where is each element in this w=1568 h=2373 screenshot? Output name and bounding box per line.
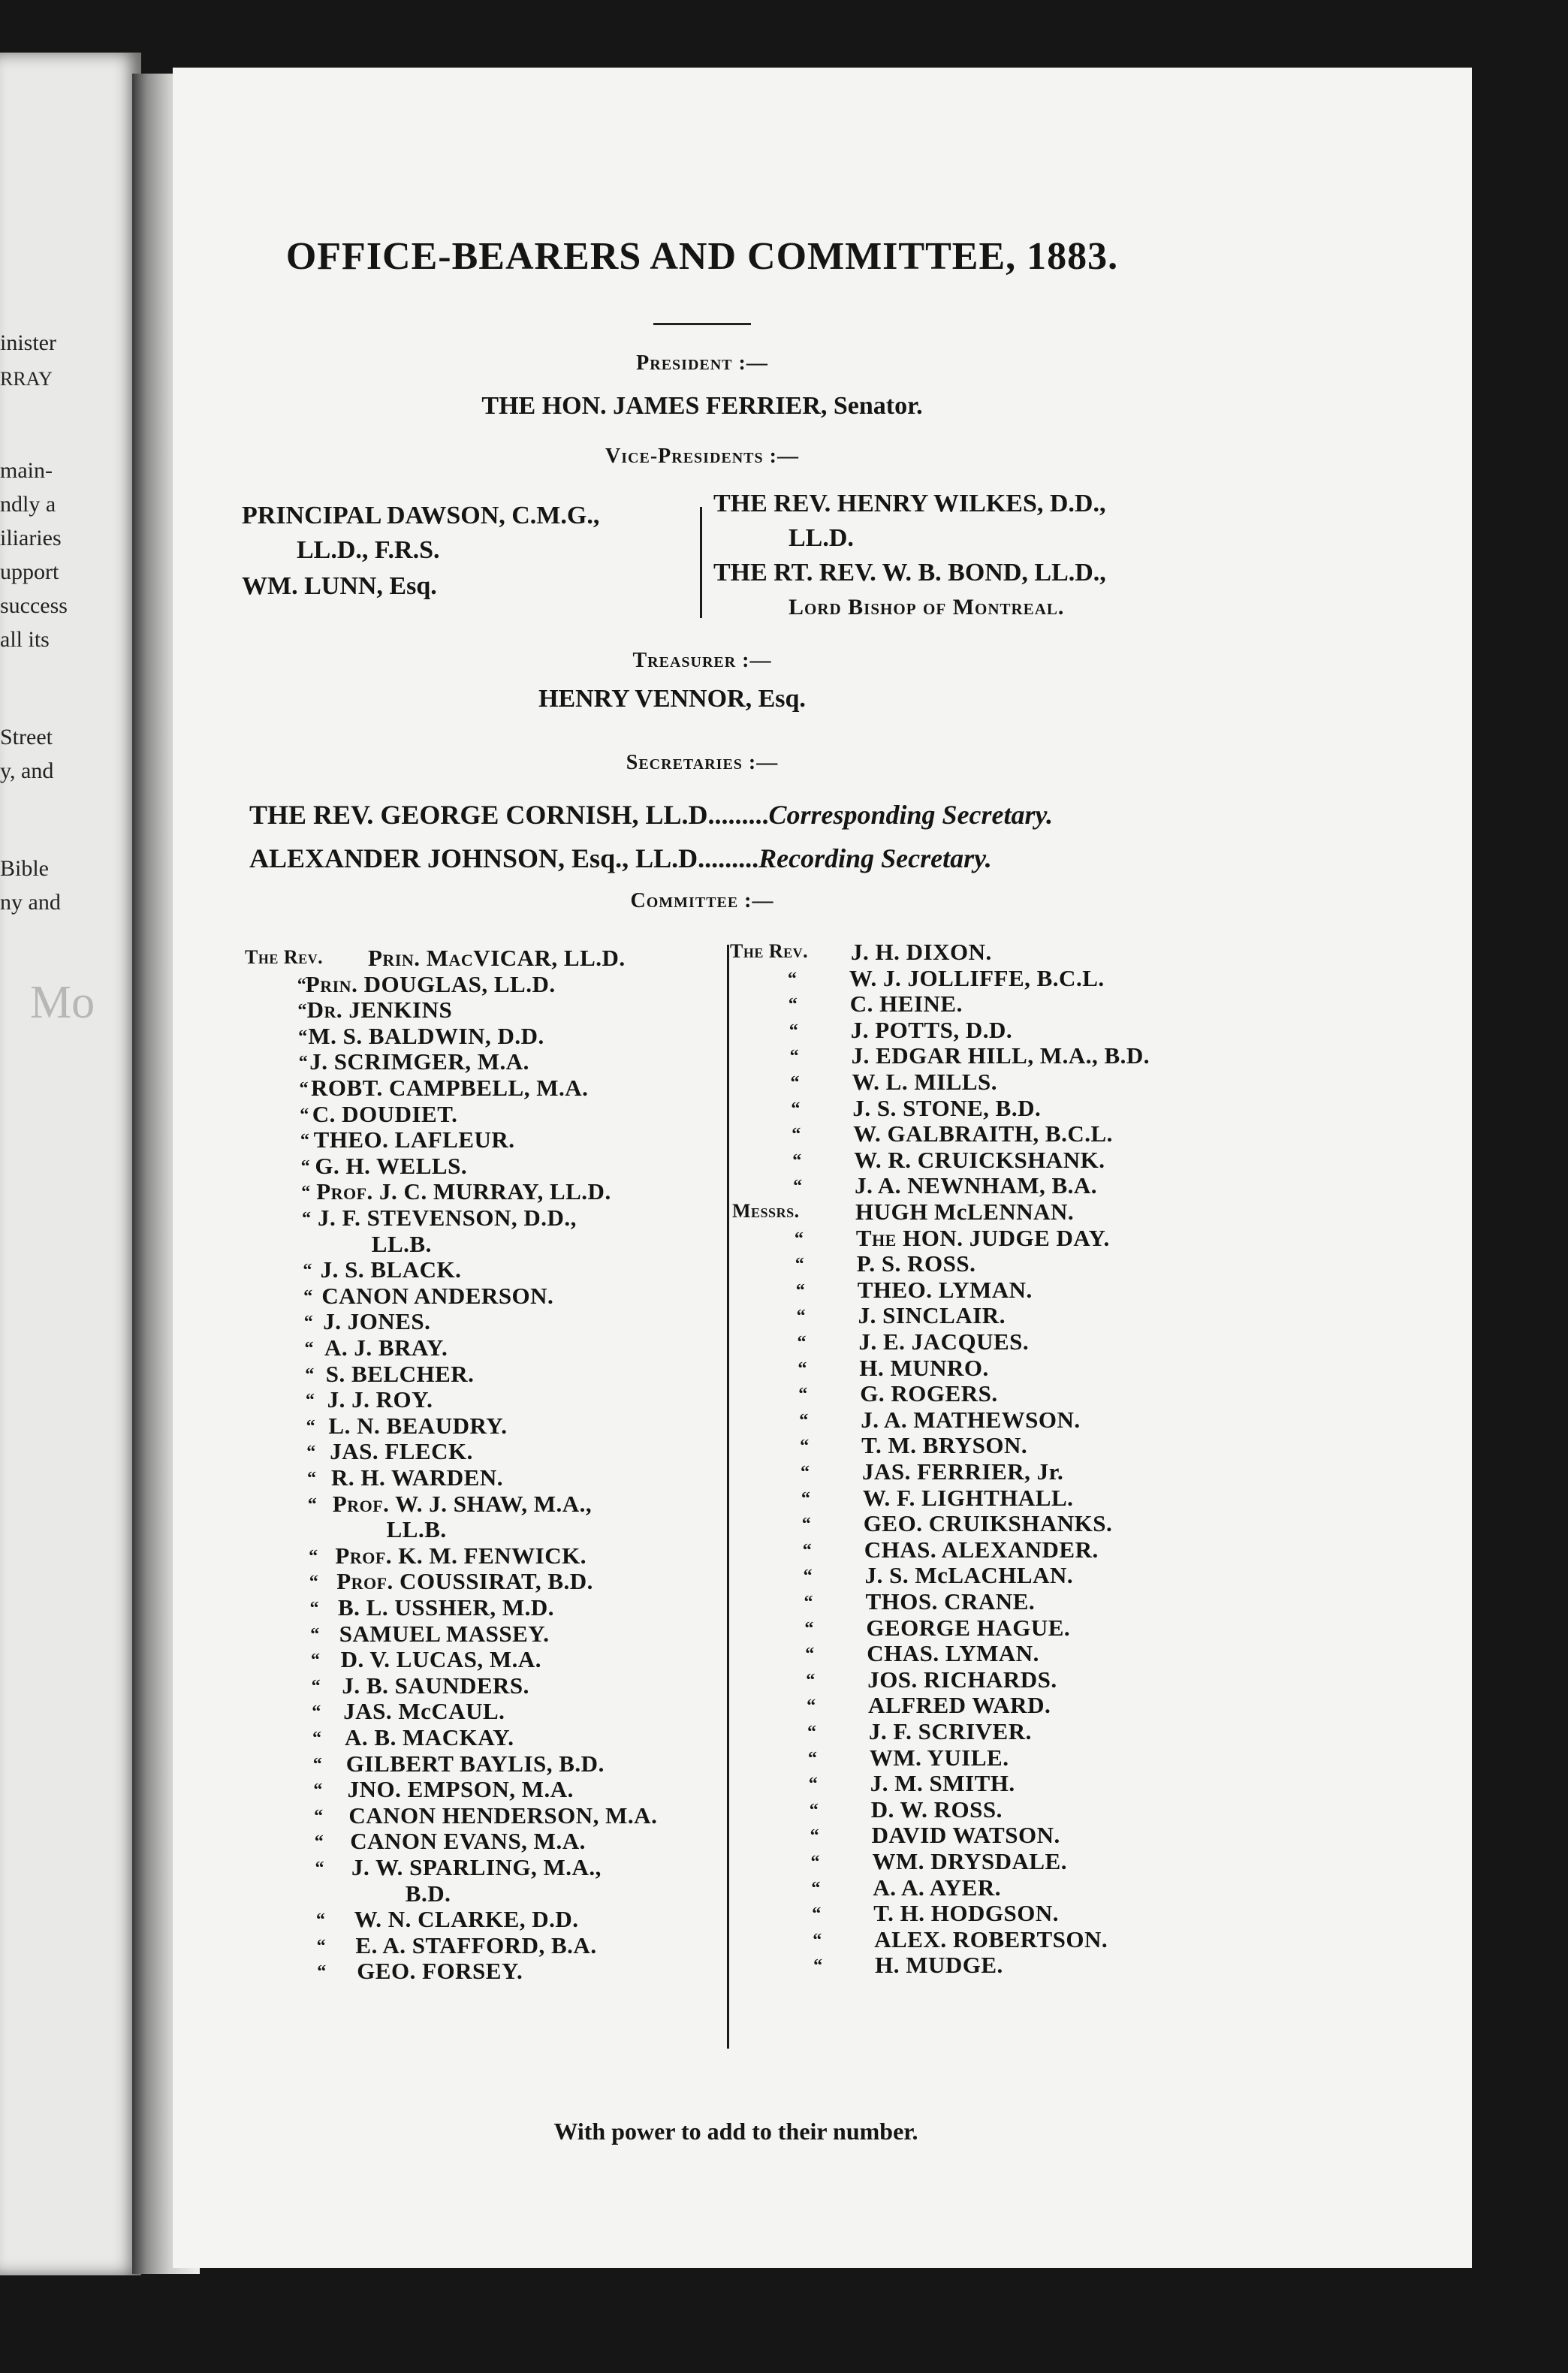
ditto-mark: “ [801, 1463, 810, 1482]
committee-member: D. W. ROSS. [870, 1796, 1003, 1823]
committee-member: J. B. SAUNDERS. [342, 1672, 529, 1699]
ditto-mark: “ [306, 1443, 316, 1463]
committee-member: GILBERT BAYLIS, B.D. [345, 1750, 605, 1777]
ditto-mark: “ [303, 1286, 313, 1307]
committee-member: Prin. MacVICAR, LL.D. [368, 945, 626, 971]
leader-dots: ........ [704, 843, 759, 873]
ditto-mark: “ [310, 1651, 320, 1671]
left-page-line: success [0, 593, 68, 618]
committee-member: W. GALBRAITH, B.C.L. [853, 1120, 1113, 1147]
committee-member: W. R. CRUICKSHANK. [854, 1146, 1105, 1173]
ditto-mark: “ [802, 1540, 812, 1560]
left-page-line: all its [0, 627, 50, 652]
ditto-mark: “ [810, 1826, 819, 1847]
ditto-mark: “ [303, 1313, 313, 1333]
ditto-mark: “ [310, 1624, 320, 1645]
vice-president-right-line: LL.D. [789, 524, 854, 552]
committee-member: HUGH McLENNAN. [855, 1199, 1075, 1225]
ditto-mark: “ [299, 1079, 309, 1099]
ditto-mark: “ [789, 1021, 798, 1041]
committee-member: JAS. FLECK. [330, 1438, 473, 1465]
page-title: OFFICE-BEARERS AND COMMITTEE, 1883. [285, 235, 1119, 278]
vice-presidents-divider [700, 507, 702, 618]
committee-member: CHAS. ALEXANDER. [864, 1536, 1099, 1563]
committee-member: B.D. [405, 1880, 451, 1907]
committee-member: J. SINCLAIR. [858, 1302, 1006, 1329]
ditto-mark: “ [300, 1131, 309, 1151]
committee-heading: Committee :— [630, 889, 774, 912]
committee-divider [727, 945, 729, 2049]
left-page-line: RRAY [0, 368, 53, 390]
ditto-mark: “ [312, 1754, 322, 1774]
committee-member: ALFRED WARD. [868, 1692, 1051, 1719]
committee-member: J. W. SPARLING, M.A., [351, 1854, 602, 1880]
committee-member: J. S. STONE, B.D. [852, 1094, 1042, 1121]
secretaries-heading: Secretaries :— [626, 751, 779, 774]
ditto-mark: “ [303, 1261, 312, 1281]
committee-member: H. MUDGE. [875, 1952, 1003, 1979]
committee-member: Prof. COUSSIRAT, B.D. [336, 1568, 593, 1595]
left-page-line: inister [0, 330, 56, 355]
ditto-mark: “ [805, 1645, 815, 1665]
ditto-mark: “ [315, 1859, 324, 1878]
ditto-mark: “ [812, 1904, 822, 1925]
ditto-mark: “ [795, 1255, 804, 1275]
committee-member: CANON HENDERSON, M.A. [348, 1802, 658, 1829]
secretary-role: Corresponding Secretary. [768, 800, 1054, 830]
ditto-mark: “ [298, 1027, 308, 1047]
ditto-mark: “ [313, 1781, 323, 1801]
ditto-mark: “ [792, 1150, 802, 1171]
committee-member: Prof. W. J. SHAW, M.A., [332, 1490, 593, 1517]
committee-member: P. S. ROSS. [856, 1250, 976, 1277]
committee-member: W. J. JOLLIFFE, B.C.L. [849, 964, 1105, 991]
committee-member: A. B. MACKAY. [345, 1724, 514, 1750]
left-page-line: Mo [30, 977, 95, 1028]
ditto-mark: “ [801, 1488, 810, 1509]
ditto-mark: “ [312, 1729, 321, 1748]
ditto-mark: “ [797, 1333, 807, 1352]
committee-member: ALEX. ROBERTSON. [874, 1925, 1108, 1952]
committee-member: T. H. HODGSON. [873, 1900, 1060, 1927]
committee-member: THEO. LAFLEUR. [313, 1126, 515, 1153]
committee-member: Prin. DOUGLAS, LL.D. [305, 970, 556, 997]
ditto-mark: “ [794, 1229, 804, 1249]
secretary-role: Recording Secretary. [758, 843, 992, 873]
committee-member: R. H. WARDEN. [331, 1464, 503, 1491]
secretary-row [249, 843, 992, 874]
committee-member: ROBT. CAMPBELL, M.A. [311, 1075, 589, 1101]
ditto-mark: “ [810, 1853, 820, 1872]
ditto-mark: “ [309, 1546, 318, 1566]
committee-member: Prof. J. C. MURRAY, LL.D. [316, 1178, 611, 1205]
secretary-row [249, 799, 1053, 831]
ditto-mark: “ [807, 1723, 816, 1742]
ditto-mark: “ [800, 1437, 810, 1457]
treasurer-name: HENRY VENNOR, Esq. [538, 685, 806, 713]
committee-member: THOS. CRANE. [865, 1588, 1036, 1615]
ditto-mark: “ [309, 1572, 318, 1593]
treasurer-heading: Treasurer :— [632, 649, 772, 672]
committee-member: J. F. SCRIVER. [869, 1718, 1032, 1744]
committee-member: A. A. AYER. [873, 1874, 1001, 1901]
committee-member: J. JONES. [323, 1308, 431, 1335]
ditto-mark: “ [799, 1410, 809, 1431]
ditto-mark: “ [792, 1125, 801, 1145]
committee-member: SAMUEL MASSEY. [339, 1620, 550, 1647]
ditto-mark: “ [804, 1618, 814, 1639]
committee-member: WM. YUILE. [869, 1744, 1009, 1771]
left-page-line: ndly a [0, 492, 56, 517]
left-page-line: upport [0, 559, 59, 584]
committee-member: J. EDGAR HILL, M.A., B.D. [851, 1042, 1150, 1069]
ditto-mark: “ [301, 1183, 311, 1203]
committee-member: G. ROGERS. [860, 1380, 998, 1407]
ditto-mark: “ [796, 1307, 806, 1327]
committee-member: A. J. BRAY. [324, 1334, 448, 1361]
ditto-mark: “ [309, 1599, 319, 1618]
committee-member: CANON EVANS, M.A. [350, 1828, 586, 1855]
ditto-mark: “ [300, 1156, 310, 1177]
ditto-mark: “ [304, 1339, 314, 1358]
ditto-mark: “ [311, 1676, 321, 1696]
left-page-line: y, and [0, 758, 54, 783]
ditto-mark: “ [801, 1515, 811, 1535]
president-name: THE HON. JAMES FERRIER, Senator. [481, 392, 923, 420]
vice-president-right-line: THE REV. HENRY WILKES, D.D., [713, 490, 1106, 517]
committee-prefix: Messrs. [732, 1200, 800, 1222]
committee-member: W. L. MILLS. [852, 1069, 997, 1095]
committee-member: E. A. STAFFORD, B.A. [355, 1931, 597, 1958]
committee-member: J. F. STEVENSON, D.D., [318, 1205, 577, 1231]
committee-prefix: The Rev. [245, 946, 324, 968]
left-page-line: iliaries [0, 526, 62, 550]
ditto-mark: “ [807, 1748, 817, 1768]
ditto-mark: “ [314, 1832, 324, 1853]
left-page-line: ny and [0, 890, 61, 915]
ditto-mark: “ [317, 1962, 327, 1983]
secretary-name: ALEXANDER JOHNSON, Esq., LL.D. [249, 843, 705, 873]
ditto-mark: “ [803, 1566, 813, 1587]
committee-member: L. N. BEAUDRY. [328, 1412, 508, 1439]
committee-member: J. POTTS, D.D. [850, 1016, 1013, 1043]
committee-member: B. L. USSHER, M.D. [338, 1594, 555, 1621]
vice-presidents-heading: Vice-Presidents :— [605, 445, 799, 468]
committee-member: CANON ANDERSON. [321, 1282, 554, 1309]
left-page-line: Bible [0, 856, 49, 881]
president-heading: President :— [636, 351, 768, 375]
committee-member: T. M. BRYSON. [861, 1432, 1028, 1459]
committee-member: J. S. BLACK. [320, 1256, 462, 1283]
ditto-mark: “ [306, 1416, 315, 1437]
vice-president-left-line: PRINCIPAL DAWSON, C.M.G., [242, 502, 600, 529]
committee-member: J. A. NEWNHAM, B.A. [855, 1172, 1098, 1199]
title-rule [653, 323, 751, 325]
document-page [173, 68, 1472, 2268]
ditto-mark: “ [305, 1364, 315, 1385]
ditto-mark: “ [811, 1878, 821, 1898]
committee-member: Dr. JENKINS [306, 997, 453, 1024]
ditto-mark: “ [789, 1047, 799, 1067]
committee-member: C. DOUDIET. [312, 1100, 458, 1127]
committee-member: CHAS. LYMAN. [867, 1640, 1039, 1667]
committee-member: G. H. WELLS. [315, 1152, 468, 1179]
committee-member: D. V. LUCAS, M.A. [340, 1646, 542, 1673]
ditto-mark: “ [297, 975, 306, 995]
committee-member: JAS. FERRIER, Jr. [862, 1458, 1064, 1485]
ditto-mark: “ [300, 1105, 309, 1125]
committee-member: Prof. K. M. FENWICK. [335, 1542, 586, 1569]
ditto-mark: “ [316, 1936, 326, 1956]
ditto-mark: “ [804, 1593, 813, 1612]
ditto-mark: “ [298, 1053, 308, 1073]
committee-member: The HON. JUDGE DAY. [855, 1224, 1110, 1251]
ditto-mark: “ [307, 1469, 316, 1488]
ditto-mark: “ [787, 969, 797, 989]
committee-member: THEO. LYMAN. [857, 1276, 1033, 1303]
ditto-mark: “ [806, 1670, 816, 1690]
ditto-mark: “ [314, 1806, 324, 1826]
committee-member: J. E. JACQUES. [858, 1328, 1030, 1355]
committee-member: JNO. EMPSON, M.A. [347, 1776, 574, 1803]
vice-president-left-line: LL.D., F.R.S. [297, 536, 440, 564]
ditto-mark: “ [790, 1073, 800, 1093]
left-page-line: Street [0, 725, 53, 749]
ditto-mark: “ [808, 1774, 818, 1795]
ditto-mark: “ [798, 1358, 807, 1379]
ditto-mark: “ [307, 1494, 317, 1515]
secretary-name: THE REV. GEORGE CORNISH, LL.D. [249, 800, 715, 830]
committee-member: J. S. McLACHLAN. [864, 1562, 1074, 1589]
committee-member: J. M. SMITH. [870, 1770, 1015, 1797]
ditto-mark: “ [807, 1696, 816, 1717]
committee-member: GEO. FORSEY. [357, 1958, 523, 1985]
committee-member: LL.B. [386, 1516, 447, 1543]
committee-member: WM. DRYSDALE. [872, 1848, 1067, 1874]
previous-page-edge [0, 53, 141, 2275]
committee-member: GEORGE HAGUE. [866, 1614, 1071, 1641]
committee-member: GEO. CRUIKSHANKS. [863, 1510, 1113, 1537]
ditto-mark: “ [795, 1280, 805, 1301]
committee-member: JAS. McCAUL. [343, 1698, 505, 1725]
committee-member: DAVID WATSON. [871, 1822, 1060, 1849]
committee-member: H. MUNRO. [859, 1354, 989, 1381]
ditto-mark: “ [788, 995, 798, 1015]
committee-member: J. H. DIXON. [851, 939, 992, 965]
vice-president-right-line: Lord Bishop of Montreal. [789, 595, 1065, 620]
committee-member: S. BELCHER. [325, 1360, 475, 1387]
vice-president-left-line: WM. LUNN, Esq. [242, 572, 437, 600]
ditto-mark: “ [302, 1209, 311, 1229]
ditto-mark: “ [315, 1910, 325, 1931]
ditto-mark: “ [793, 1177, 803, 1197]
committee-member: LL.B. [371, 1230, 432, 1257]
committee-member: JOS. RICHARDS. [867, 1666, 1057, 1693]
committee-prefix: The Rev. [730, 940, 809, 962]
ditto-mark: “ [813, 1956, 823, 1976]
leader-dots: ........ [714, 800, 769, 830]
ditto-mark: “ [809, 1800, 819, 1820]
ditto-mark: “ [305, 1391, 315, 1411]
committee-member: W. N. CLARKE, D.D. [354, 1906, 579, 1933]
ditto-mark: “ [297, 1001, 307, 1021]
ditto-mark: “ [791, 1099, 801, 1119]
vice-president-right-line: THE RT. REV. W. B. BOND, LL.D., [713, 559, 1106, 586]
committee-member: J. J. ROY. [327, 1386, 433, 1413]
ditto-mark: “ [813, 1930, 822, 1950]
committee-member: W. F. LIGHTHALL. [862, 1484, 1074, 1511]
left-page-line: main- [0, 458, 53, 483]
committee-member: M. S. BALDWIN, D.D. [308, 1022, 544, 1049]
committee-member: J. A. MATHEWSON. [861, 1406, 1081, 1433]
ditto-mark: “ [312, 1702, 321, 1723]
committee-member: C. HEINE. [849, 991, 963, 1018]
ditto-mark: “ [798, 1385, 808, 1405]
committee-footer: With power to add to their number. [553, 2118, 918, 2145]
committee-member: J. SCRIMGER, M.A. [309, 1048, 529, 1075]
